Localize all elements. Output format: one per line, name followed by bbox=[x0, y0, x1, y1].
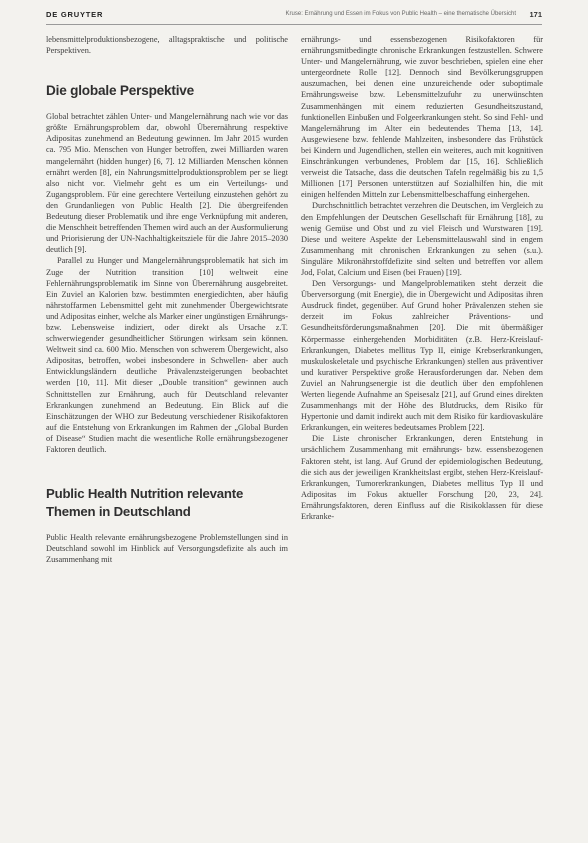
right-column bbox=[301, 34, 543, 522]
body-paragraph: ernährungs- und essensbezogenen Risikofaktoren für ernährungsmitbedingte chronische Erkrankungen festzustellen. Schwere Unter- und Mangelernährung, wie zuvor beschrieben, spielen eine eher untergeordnete Rolle [12]. Dennoch sind Bevölkerungsgruppen auszumachen, bei denen eine unzureichende oder suboptimale Ernährungsweise bzw. Lebensmittelzufuhr zu unerwünschten Zusammenhängen mit einem reduzierten Gesundheitszustand, funktionellen Einbußen und Folgeerkrankungen steht. So sind Fehl- und Mangelernährung im Alter ein bedeutendes Thema [13, 14]. Ausgewiesene bzw. fehlende Mahlzeiten, insbesondere das Frühstück bei Kindern und Jugendlichen, stellen ein weiteres, auch mit kognitiven Einschränkungen verbundenes, Problem dar [15, 16]. Schließlich verweist die Tatsache, dass die deutschen Tafeln regelmäßig bis zu 1,5 Millionen [17] Personen unterstützen auf Sozialhilfen hin, die mit einigen helfenden Mitteln zur Lebensmittelbeschaffung einhergehen. bbox=[301, 35, 543, 200]
running-title: Kruse: Ernährung und Essen im Fokus von Public Health – eine thematische Übersicht bbox=[285, 11, 516, 17]
intro-paragraph: lebensmittelproduktionsbezogene, alltagspraktische und politische Perspektiven. bbox=[46, 35, 288, 56]
body-paragraph: Durchschnittlich betrachtet verzehren die Deutschen, im Vergleich zu den Empfehlungen der Deutschen Gesellschaft für Ernährung [18], zu wenig Gemüse und Obst und zu viel Fleisch und Wurstwaren [19]. Diese und weitere Aspekte der Lebensmittelauswahl sind in engem Zusammenhang mit chronischen Erkrankungen zu sehen (s.u.). Singuläre Mikronährstoffdefizite sind selten und betreffen vor allem Jod, Folat, Calcium und Eisen (bei Frauen) [19]. bbox=[301, 201, 543, 277]
page-header bbox=[46, 10, 542, 25]
body-paragraph: Public Health relevante ernährungsbezogene Problemstellungen sind in Deutschland sowohl im Hinblick auf Versorgungsdefizite als auch im Zusammenhang mit bbox=[46, 533, 288, 565]
section-heading-germany: Public Health Nutrition relevante Themen in Deutschland bbox=[46, 486, 244, 520]
body-paragraph: Den Versorgungs- und Mangelproblematiken steht derzeit die Überversorgung (mit Energie), die in Übergewicht und Adipositas ihren Ausdruck findet, gegenüber. Auf Grund hoher Prävalenzen stehen sie derzeit im Fokus zahlreicher Präventions- und Gesundheitsförderungsmaßnahmen [20]. Die mit übermäßiger Körpermasse einhergehenden Morbiditäten (z.B. Herz-Kreislauf-Erkrankungen, Diabetes mellitus Typ II, einige Krebserkrankungen, muskuloskeletale und psychische Erkrankungen) stellen aus präventiver und kurativer Perspektive große Herausforderungen dar. Neben dem Zuviel an Nahrungsenergie ist die deutlich über den empfohlenen Werten liegende Aufnahme an Speisesalz [21], auf Grund eines direkten Zusammenhangs mit der Höhe des Blutdrucks, dem Risiko für Hypertonie und damit indirekt auch mit dem Risiko für kardiovaskuläre Erkrankungen, ein weiteres bedeutsames Problem [22]. bbox=[301, 279, 543, 433]
section-heading-global: Die globale Perspektive bbox=[46, 83, 195, 99]
body-paragraph: Parallel zu Hunger und Mangelernährungsproblematik hat sich im Zuge der Nutrition transition [10] weltweit eine Fehlernährungsproblematik im Sinne von Überernährung ausgebreitet. Ein Zuviel an Kalorien bzw. bestimmten energiedichten, aber häufig nährstoffarmen Lebensmittel geht mit zunehmender Übergewichtsrate und Adipositas einher, welche als Marker einer ungünstigen Ernährungs- bzw. Lebensweise indiziert, oder direkt als Ursache z.T. schwerwiegender gesundheitlicher Störungen wirksam sein können. Weltweit sind ca. 600 Mio. Menschen von schwerem Übergewicht, also Adipositas, betroffen, wobei insbesondere in Schwellen- aber auch Entwicklungsländern deutliche Prävalenzsteigerungen beobachtet werden [10, 11]. Mit dieser „Double transition“ gewinnen auch Schnittstellen zur Ernährung, auch für Deutschland relevanter Erkrankungen zunehmend an Bedeutung. Ein Blick auf die Einschätzungen der WHO zur Bedeutung verschiedener Risikofaktoren auf die Entstehung von Erkrankungen im Rahmen der „Global Burden of Disease“ Studien macht die wesentliche Rolle ernährungsbezogener Faktoren deutlich. bbox=[46, 256, 288, 454]
left-column bbox=[46, 34, 288, 565]
body-paragraph: Die Liste chronischer Erkrankungen, deren Entstehung in ursächlichem Zusammenhang mit ernährungs- bzw. essensbezogenen Faktoren steht, ist lang. Auf Grund der epidemiologischen Bedeutung, die sich aus der jeweiligen Krankheitslast ergibt, stehen Herz-Kreislauf-Erkrankungen, Tumorerkrankungen, Diabetes mellitus Typ II und Adipositas im Fokus aktueller Forschung [20, 23, 24]. Ernährungsfaktoren, deren Einfluss auf die Risikoklassen für diese Erkranke- bbox=[301, 434, 543, 522]
body-paragraph: Global betrachtet zählen Unter- und Mangelernährung nach wie vor das größte Ernährungsproblem dar, obwohl Überernährung respektive Adipositas zunehmend an Bedeutung gewinnen. Im Jahr 2015 wurden ca. 795 Mio. Menschen von Hunger betroffen, zwei Milliarden waren mangelernährt (hidden hunger) [6, 7]. 12 Milliarden Menschen können ernährt werden [8], ein Nahrungsmittelproduktionsproblem per se liegt also nicht vor. Vielmehr geht es um ein Verteilungs- und Zugangsproblem. Für eine gerechtere Verteilung einzustehen gehört zu den Grundanliegen von Public Health [2]. Die übergreifenden Bedeutung dieser Problematik und ihre enge Verknüpfung mit anderen, die Menschheit betreffenden Themen wird auch an der Ausformulierung und Priorisierung der UN-Nachhaltigkeitsziele für die Jahre 2015–2030 deutlich [9]. bbox=[46, 112, 288, 255]
page-number: 171 bbox=[529, 10, 542, 19]
publisher-logo: DE GRUYTER bbox=[46, 10, 104, 19]
